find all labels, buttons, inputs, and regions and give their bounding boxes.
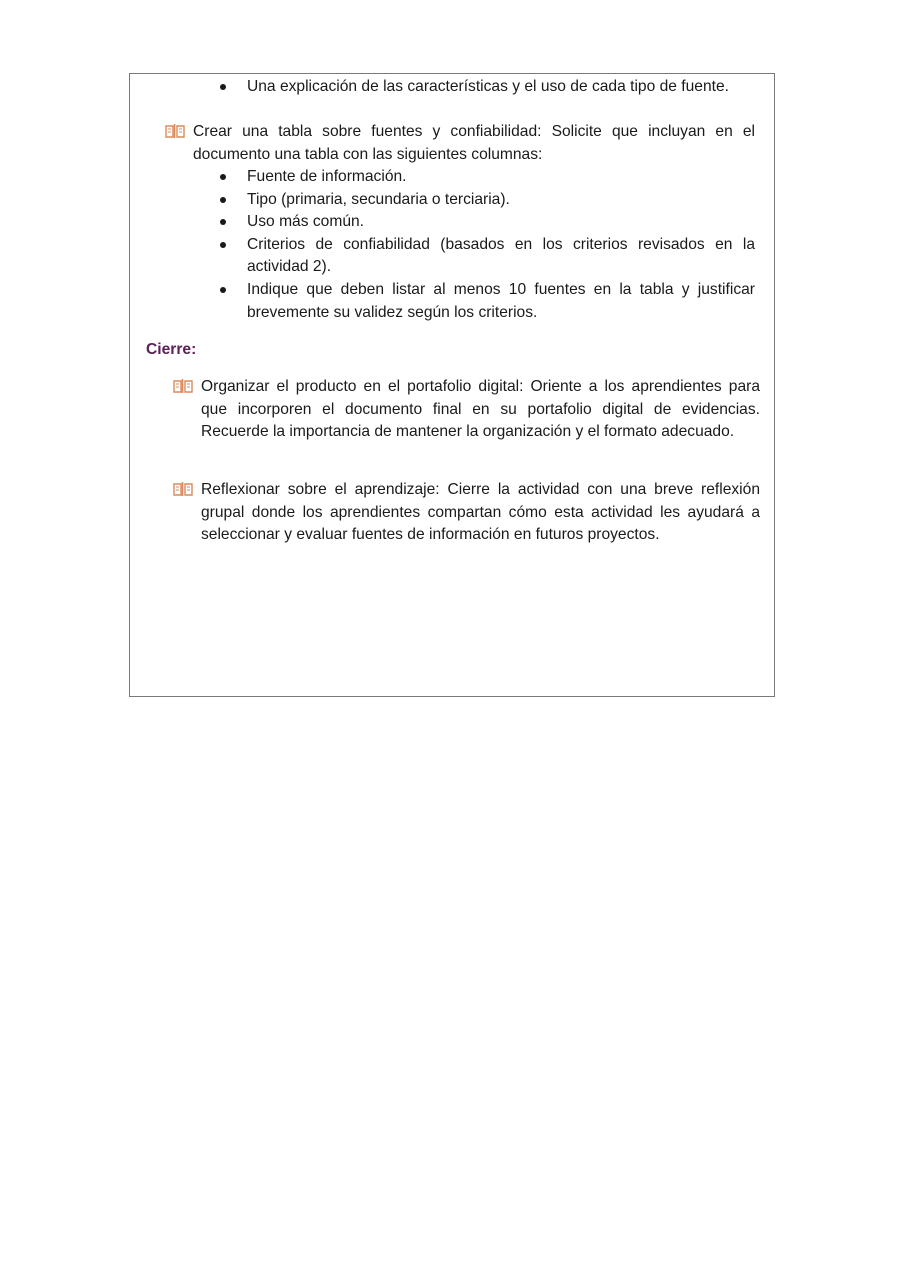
list-item: Fuente de información.: [247, 166, 755, 189]
top-bullet-list: [247, 76, 755, 99]
list-item: Criterios de confiabilidad (basados en los criterios revisados en la actividad 2).: [247, 234, 755, 279]
bullet-icon: [220, 197, 226, 203]
open-book-icon: [164, 123, 186, 139]
bullet-icon: [220, 287, 226, 293]
list-item: Uso más común.: [247, 211, 755, 234]
table-task-text: Crear una tabla sobre fuentes y confiabilidad: Solicite que incluyan en el documento una tabla con las siguientes columnas:: [193, 123, 755, 163]
list-item: Indique que deben listar al menos 10 fuentes en la tabla y justificar brevemente su validez según los criterios.: [247, 279, 755, 324]
list-item: Tipo (primaria, secundaria o terciaria).: [247, 189, 755, 212]
bullet-icon: [220, 174, 226, 180]
open-book-icon: [172, 378, 194, 394]
table-columns-list: [247, 166, 755, 324]
closing-item-portfolio: Organizar el producto en el portafolio digital: Oriente a los aprendientes para que incorporen el documento final en su portafolio digital de evidencias. Recuerde la importancia de mantener la organización y el formato adecuado.: [201, 378, 760, 441]
bullet-icon: [220, 242, 226, 248]
section-heading-cierre: Cierre:: [146, 341, 197, 358]
closing-item-reflection: Reflexionar sobre el aprendizaje: Cierre la actividad con una breve reflexión grupal donde los aprendientes compartan cómo esta actividad les ayudará a seleccionar y evaluar fuentes de información en futuros proyectos.: [201, 481, 760, 544]
open-book-icon: [172, 481, 194, 497]
list-item: Una explicación de las características y el uso de cada tipo de fuente.: [247, 76, 755, 99]
bullet-icon: [220, 84, 226, 90]
